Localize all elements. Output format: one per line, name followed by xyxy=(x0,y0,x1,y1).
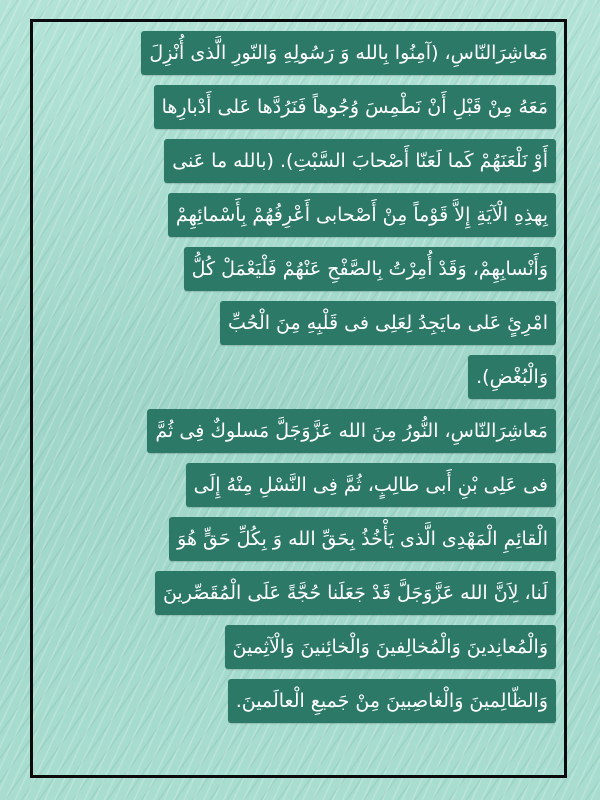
text-line xyxy=(44,571,556,625)
text-line-label: أَوْ نَلْعَنَهُمْ كَما لَعَنّا أَصْحابَ السَّبْتِ). (بالله ما عَنى xyxy=(164,139,556,183)
text-line xyxy=(44,517,556,571)
text-line xyxy=(44,85,556,139)
text-line-label: وَالظّالِمينَ وَالْغاصِبينَ مِنْ جَميعِ الْعالَمينَ. xyxy=(228,679,556,723)
text-block xyxy=(44,31,556,733)
text-line-label: مَعاشِرَالنّاسِ، النُّورُ مِنَ الله عَزَّوَجَلَّ مَسلوكٌ فِى ثُمَّ xyxy=(147,409,556,453)
text-line-label: الْقائِمِ الْمَهْدِى الَّذى يَأْخُذُ بِحَقِّ الله وَ بِكُلِّ حَقٍّ هُوَ xyxy=(169,517,556,561)
text-line xyxy=(44,31,556,85)
text-line-label: وَالْمُعانِدينَ وَالْمُخالِفينَ وَالْخائِنينَ وَالْآثِمينَ xyxy=(225,625,556,669)
text-line xyxy=(44,679,556,733)
text-line-label: لَنا، لِاَنَّ الله عَزَّوَجَلَّ قَدْ جَعَلَنا حُجَّةً عَلَى الْمُقَصِّرينَ xyxy=(155,571,556,615)
text-line xyxy=(44,625,556,679)
text-line xyxy=(44,355,556,409)
text-line xyxy=(44,193,556,247)
text-line xyxy=(44,247,556,301)
text-line-label: بِهذِهِ الْآيَةِ إِلاَّ قَوْماً مِنْ أَصْحابى أَعْرِفُهُمْ بِأَسْمائِهِمْ xyxy=(168,193,556,237)
text-line-label: وَأَنْسابِهِمْ، وَقَدْ أُمِرْتُ بِالصَّفْحِ عَنْهُمْ فَلْيَعْمَلْ كُلُّ xyxy=(184,247,556,291)
text-line-label: وَالْبُغْضِ). xyxy=(468,355,556,399)
text-line xyxy=(44,139,556,193)
text-line-label: مَعاشِرَالنّاسِ، (آمِنُوا بِالله وَ رَسُولِهِ وَالنّورِ الَّذى أُنْزِلَ xyxy=(141,31,556,75)
text-line-label: مَعَهُ مِنْ قَبْلِ أَنْ نَطْمِسَ وُجُوهاً فَنَرُدَّها عَلى أَدْبارِها xyxy=(154,85,556,129)
text-line xyxy=(44,463,556,517)
text-line-label: امْرِئٍ عَلى مايَجِدُ لِعَلِى فى قَلْبِهِ مِنَ الْحُبِّ xyxy=(220,301,556,345)
text-line-label: فى عَلِى بْنِ أَبى طالِبٍ، ثُمَّ فِى النَّسْلِ مِنْهُ إِلَى xyxy=(186,463,556,507)
text-line xyxy=(44,409,556,463)
text-line xyxy=(44,301,556,355)
